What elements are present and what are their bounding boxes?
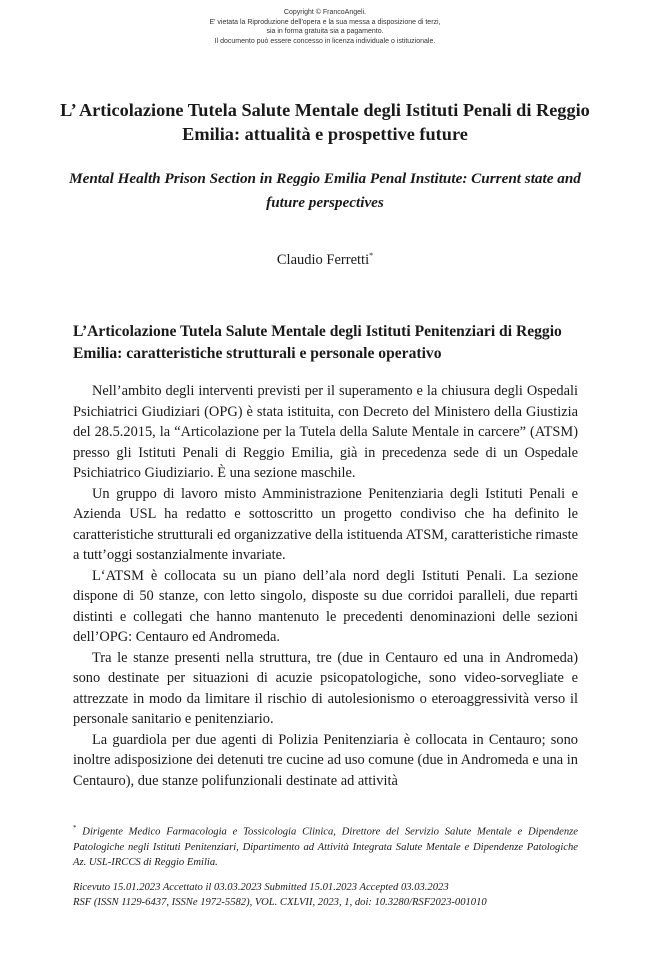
paragraph: La guardiola per due agenti di Polizia Penitenziaria è collocata in Centauro; sono inoltre adisposizione dei detenuti tre cucine ad uso comune (due in Andromeda e una in Centauro), due stanze polifunzionali destinate ad attività (73, 731, 578, 789)
article-title: L’ Articolazione Tutela Salute Mentale degli Istituti Penali di Reggio Emilia: attualità e prospettive future (60, 100, 590, 144)
copyright-line: E' vietata la Riproduzione dell'opera e la sua messa a disposizione di terzi, (209, 18, 441, 26)
submission-dates: Ricevuto 15.01.2023 Accettato il 03.03.2023 Submitted 15.01.2023 Accepted 03.03.2023 (73, 882, 449, 893)
copyright-notice (0, 8, 650, 46)
author-name: Claudio Ferretti (276, 251, 370, 268)
footnote-mark: * (73, 824, 77, 832)
article-title-english: Mental Health Prison Section in Reggio Emilia Penal Institute: Current state and future perspectives (69, 170, 581, 211)
footnote-text: Dirigente Medico Farmacologia e Tossicologia Clinica, Direttore del Servizio Salute Mentale e Dipendenze Patologiche negli Istituti Penitenziari, Dipartimento ad Attività Integrata Salute Mentale e Dipendenze Patologiche Az. USL-IRCCS di Reggio Emilia. (73, 826, 578, 868)
journal-citation: RSF (ISSN 1129-6437, ISSNe 1972-5582), VOL. CXLVII, 2023, 1, doi: 10.3280/RSF2023-001010 (73, 897, 487, 908)
body-text (73, 381, 578, 791)
paragraph: Un gruppo di lavoro misto Amministrazione Penitenziaria degli Istituti Penali e Azienda USL ha redatto e sottoscritto un progetto condiviso che ha definito le caratteristiche strutturali ed organizzative della istituenda ATSM, caratteristiche rimaste a tutt’oggi sostanzialmente invariate. (73, 485, 578, 563)
paragraph: L‘ATSM è collocata su un piano dell’ala nord degli Istituti Penali. La sezione dispone di 50 stanze, con letto singolo, disposte su due corridoi paralleli, due reparti distinti e collegati che hanno mantenuto le precedenti denominazioni delle sezioni dell’OPG: Centauro ed Andromeda. (73, 567, 578, 645)
publication-metadata (73, 880, 578, 910)
author-line (0, 246, 650, 270)
author-footnote-mark: * (369, 251, 374, 260)
author-footnote (73, 821, 578, 870)
copyright-line: Copyright © FrancoAngeli. (283, 9, 367, 16)
copyright-line: sia in forma gratuita sia a pagamento. (266, 28, 384, 35)
paragraph: Nell’ambito degli interventi previsti per il superamento e la chiusura degli Ospedali Psichiatrici Giudiziari (OPG) è stata istituita, con Decreto del Ministero della Giustizia del 28.5.2015, la “Articolazione per la Tutela della Salute Mentale in carcere” (ATSM) presso gli Istituti Penali di Reggio Emilia, già in precedenza sede di un Ospedale Psichiatrico Giudiziario. È una sezione maschile. (73, 383, 578, 481)
section-heading: L’Articolazione Tutela Salute Mentale degli Istituti Penitenziari di Reggio Emilia: caratteristiche strutturali e personale operativo (73, 323, 562, 362)
copyright-line: Il documento può essere concesso in licenza individuale o istituzionale. (214, 37, 436, 45)
paragraph: Tra le stanze presenti nella struttura, tre (due in Centauro ed una in Andromeda) sono destinate per situazioni di acuzie psicopatologiche, sono video-sorvegliate e attrezzate in modo da limitare il rischio di autolesionismo o eteroaggressività verso il personale sanitario e penitenziario. (73, 649, 578, 727)
